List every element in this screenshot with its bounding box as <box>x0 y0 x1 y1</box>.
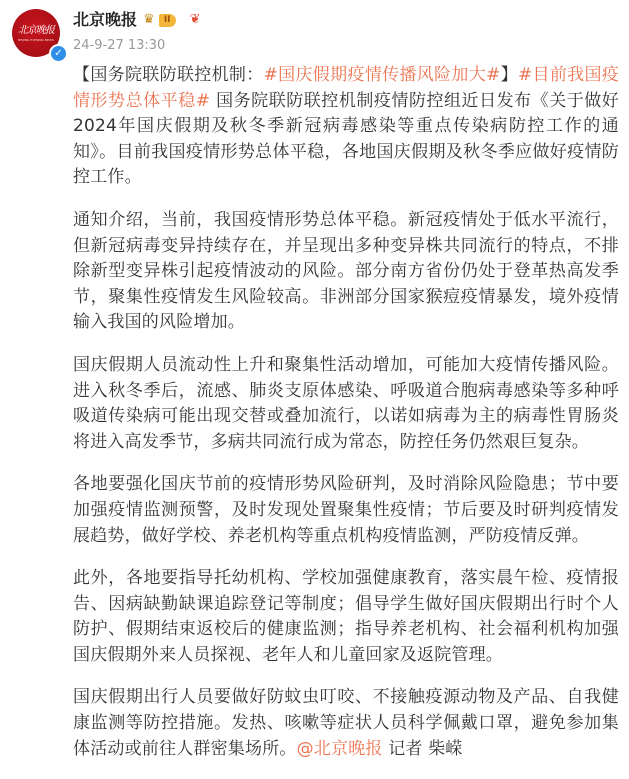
verified-badge-icon: ✓ <box>49 44 68 63</box>
author-name[interactable]: 北京晚报 <box>73 10 138 29</box>
paragraph-6 <box>73 685 619 762</box>
text: 【国务院联防联控机制： <box>73 65 264 85</box>
paragraph-5: 此外，各地要指导托幼机构、学校加强健康教育，落实晨午检、疫情报告、因病缺勤缺课追踪登记等制度；倡导学生做好国庆假期出行时个人防护、假期结束返校后的健康监测；指导养老机构、社会福利机构加强国庆假期外来人员探视、老年人和儿童回家及返院管理。 <box>73 568 619 665</box>
post-content <box>73 63 619 779</box>
level-badge[interactable]: II <box>159 14 176 27</box>
text: 国务院联防联控机制疫情防控组近日发布《关于做好2024年国庆假期及秋冬季新冠病毒感染等重点传染病防控工作的通知》。目前我国疫情形势总体平稳，各地国庆假期及秋冬季应做好疫情防控工作。 <box>73 90 619 188</box>
mention-link[interactable]: @北京晚报 <box>296 738 383 759</box>
hashtag-link[interactable]: #目前我国疫情形势总体平稳# <box>73 65 620 111</box>
post-timestamp[interactable]: 24-9-27 13:30 <box>73 38 166 53</box>
author-header <box>73 9 201 31</box>
paragraph-4: 各地要强化国庆节前的疫情形势风险研判，及时消除风险隐患；节中要加强疫情监测预警，及时发现处置聚集性疫情；节后要及时研判疫情发展趋势，做好学校、养老机构等重点机构疫情监测，严防疫情反弹。 <box>73 474 619 546</box>
paragraph-2: 通知介绍，当前，我国疫情形势总体平稳。新冠疫情处于低水平流行，但新冠病毒变异持续存在，并呈现出多种变异株共同流行的特点，不排除新型变异株引起疫情波动的风险。部分南方省份仍处于登革热高发季节，聚集性疫情发生风险较高。非洲部分国家猴痘疫情暴发，境外疫情输入我国的风险增加。 <box>73 209 619 333</box>
crown-icon[interactable]: ♛ <box>143 12 155 27</box>
paragraph-3: 国庆假期人员流动性上升和聚集性活动增加，可能加大疫情传播风险。进入秋冬季后，流感、肺炎支原体感染、呼吸道合胞病毒感染等多种呼吸道传染病可能出现交替或叠加流行，以诺如病毒为主的病毒性胃肠炎将进入高发季节，多病共同流行成为常态，防控任务仍然艰巨复杂。 <box>73 354 619 452</box>
avatar-logo-text: 北京晚报 <box>18 24 54 36</box>
text: 】 <box>500 65 518 85</box>
text: 国庆假期出行人员要做好防蚊虫叮咬、不接触疫源动物及产品、自我健康监测等防控措施。发热、咳嗽等症状人员科学佩戴口罩，避免参加集体活动或前往人群密集场所。 <box>73 687 619 759</box>
hashtag-link[interactable]: #国庆假期疫情传播风险加大# <box>263 65 501 85</box>
avatar-logo-subtext: BEIJING EVENING NEWS <box>18 37 54 42</box>
byline: 记者 柴嵘 <box>382 738 463 759</box>
fan-badge-icon[interactable]: ❦ <box>189 12 201 27</box>
paragraph-1 <box>73 63 619 191</box>
